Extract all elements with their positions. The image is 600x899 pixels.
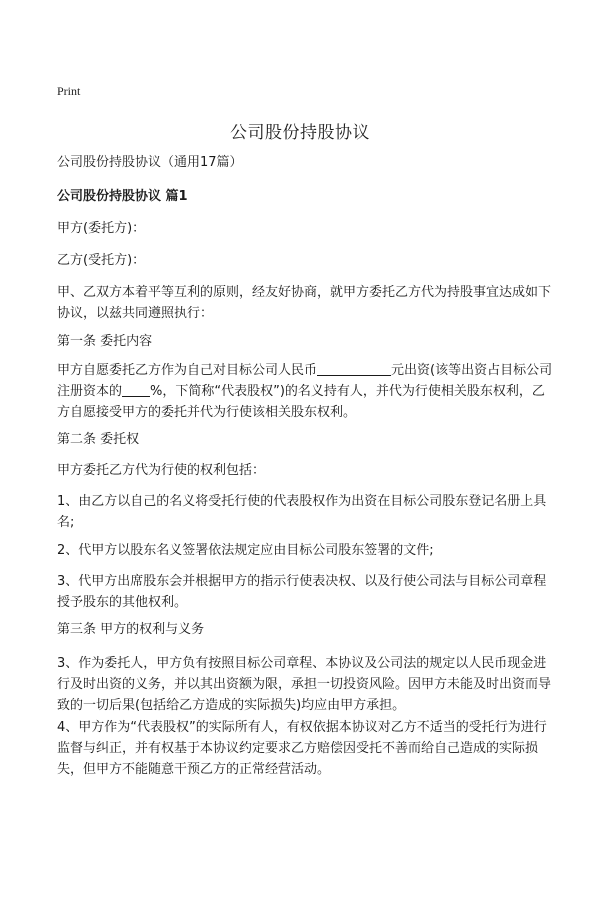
party-a-line: 甲方(委托方)： [57,221,146,236]
article3-item-4: 4、甲方作为“代表股权”的实际所有人，有权依据本协议对乙方不适当的受托行为进行监督与纠正，并有权基于本协议约定要求乙方赔偿因受托不善而给自己造成的实际损失，但甲方不能随意干预乙方的正常经营活动。 [57,720,547,777]
article2-item-2: 2、代甲方以股东名义签署依法规定应由目标公司股东签署的文件; [57,543,434,558]
document-title: 公司股份持股协议 [230,123,370,143]
print-label: Print [57,84,81,98]
section-heading: 公司股份持股协议 篇1 [57,189,188,204]
article1-heading: 第一条 委托内容 [57,334,153,349]
article2-item-1: 1、由乙方以自己的名义将受托行使的代表股权作为出资在目标公司股东登记名册上具名; [57,494,547,530]
intro-paragraph: 甲、乙双方本着平等互利的原则，经友好协商，就甲方委托乙方代为持股事宜达成如下协议，以兹共同遵照执行： [57,285,552,321]
document-subtitle: 公司股份持股协议（通用17篇） [57,155,243,170]
article1-text-part1: 甲方自愿委托乙方作为自己对目标公司人民币 [57,363,318,378]
article1-text-part3: %，下简称“代表股权”)的名义持有人，并代为行使相关股东权利，乙方自愿接受甲方的委托并代为行使该相关股东权利。 [57,384,545,420]
article2-heading: 第二条 委托权 [57,432,140,447]
article3-heading: 第三条 甲方的权利与义务 [57,622,205,637]
article1-paragraph [57,360,557,423]
article2-lead: 甲方委托乙方代为行使的权利包括： [57,463,266,478]
article3-item-3: 3、作为委托人，甲方负有按照目标公司章程、本协议及公司法的规定以人民币现金进行及时出资的义务，并以其出资额为限，承担一切投资风险。因甲方未能及时出资而导致的一切后果(包括给乙方造成的实际损失)均应由甲方承担。 [57,656,552,713]
article1-text-part2: 元出资(该等出资占目标公司注册资本的 [57,363,553,399]
article2-item-3: 3、代甲方出席股东会并根据甲方的指示行使表决权、以及行使公司法与目标公司章程授予股东的其他权利。 [57,574,547,610]
amount-blank [317,361,391,376]
party-b-line: 乙方(受托方)： [57,253,146,268]
percent-blank [122,382,150,397]
